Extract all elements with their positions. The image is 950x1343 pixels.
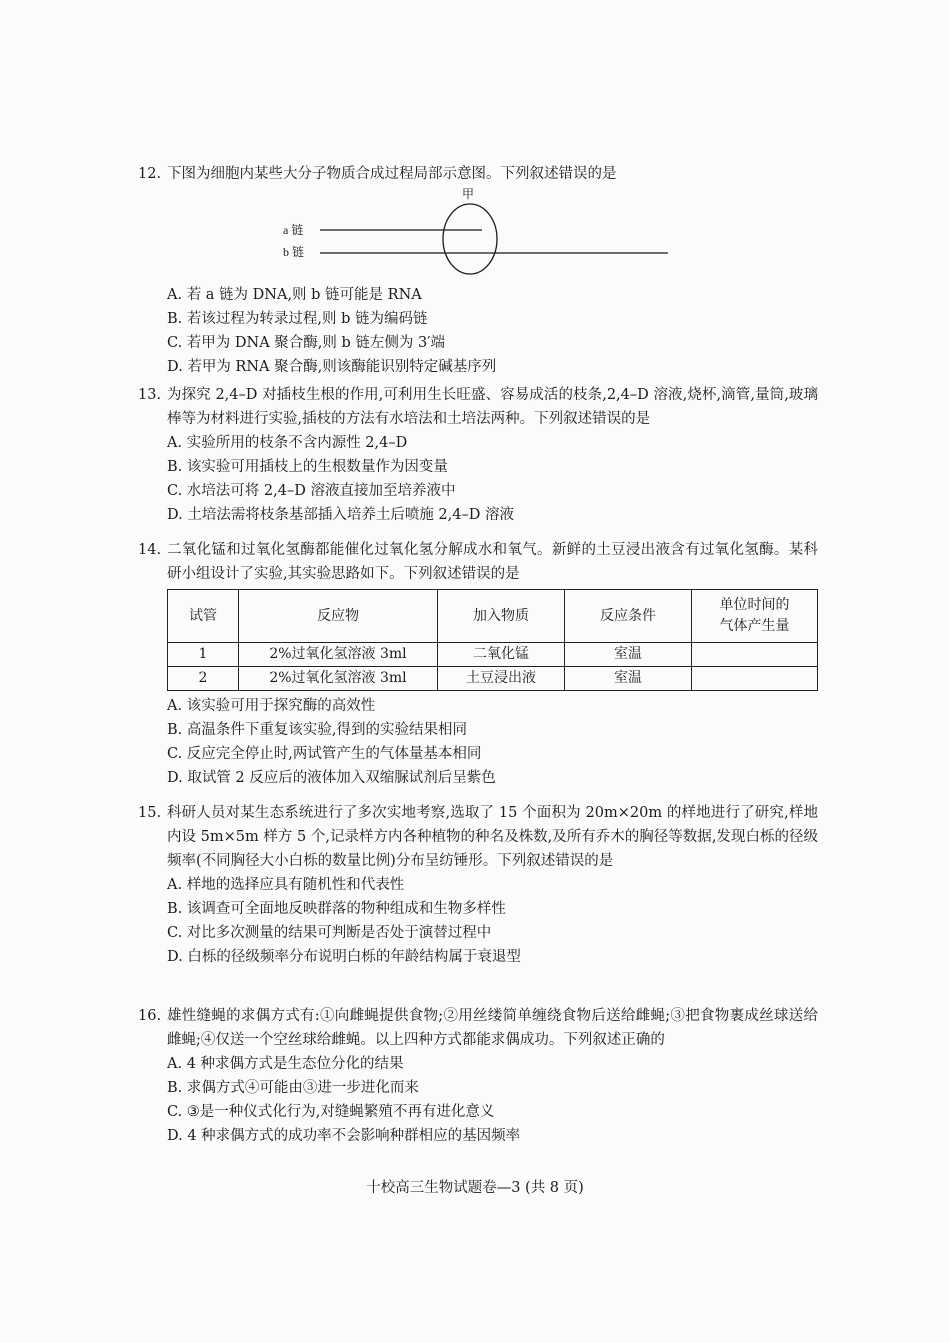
table-header: 单位时间的气体产生量: [692, 590, 818, 643]
option-d: D. 取试管 2 反应后的液体加入双缩脲试剂后呈紫色: [167, 770, 496, 786]
table-cell: 土豆浸出液: [438, 667, 565, 691]
question-14: [138, 538, 818, 790]
option-c: C. 水培法可将 2,4–D 溶液直接加至培养液中: [167, 483, 456, 499]
table-header-row: [168, 590, 818, 643]
question-number: 13.: [138, 387, 162, 403]
question-13: [138, 383, 818, 527]
question-number: 14.: [138, 542, 162, 558]
option-b: B. 若该过程为转录过程,则 b 链为编码链: [167, 311, 428, 327]
option-d: D. 4 种求偶方式的成功率不会影响种群相应的基因频率: [167, 1128, 521, 1144]
option-a: A. 该实验可用于探究酶的高效性: [167, 698, 376, 714]
option-b: B. 该调查可全面地反映群落的物种组成和生物多样性: [167, 901, 506, 917]
question-15-stem: [138, 801, 818, 873]
label-b-chain: b 链: [283, 245, 305, 259]
table-cell: 二氧化锰: [438, 643, 565, 667]
question-number: 12.: [138, 166, 162, 182]
option-c: C. 对比多次测量的结果可判断是否处于演替过程中: [167, 925, 492, 941]
table-cell: [692, 643, 818, 667]
table-cell: [692, 667, 818, 691]
option-b: B. 求偶方式④可能由③进一步进化而来: [167, 1080, 419, 1096]
table-header: 加入物质: [438, 590, 565, 643]
question-text: 下图为细胞内某些大分子物质合成过程局部示意图。下列叙述错误的是: [167, 166, 617, 182]
question-12: [138, 162, 818, 186]
question-text: 为探究 2,4–D 对插枝生根的作用,可利用生长旺盛、容易成活的枝条,2,4–D 溶液,烧杯,滴管,量筒,玻璃棒等为材料进行实验,插枝的方法有水培法和土培法两种。下列叙述错误的是: [167, 387, 818, 427]
question-number: 16.: [138, 1008, 162, 1024]
page-footer: 十校高三生物试题卷—3 (共 8 页): [366, 1180, 584, 1196]
question-12-stem: [138, 162, 818, 186]
table-header: 反应条件: [565, 590, 692, 643]
option-c: C. 若甲为 DNA 聚合酶,则 b 链左侧为 3′端: [167, 335, 446, 351]
label-a-chain: a 链: [283, 223, 304, 237]
option-c: C. 反应完全停止时,两试管产生的气体量基本相同: [167, 746, 482, 762]
synthesis-diagram: [280, 184, 680, 280]
question-15: [138, 801, 818, 969]
option-c: C. ③是一种仪式化行为,对缝蝇繁殖不再有进化意义: [167, 1104, 495, 1120]
question-12-options: [138, 283, 818, 379]
table-cell: 2%过氧化氢溶液 3ml: [239, 667, 438, 691]
question-16: [138, 1004, 818, 1148]
option-d: D. 白栎的径级频率分布说明白栎的年龄结构属于衰退型: [167, 949, 521, 965]
label-jia: 甲: [462, 187, 475, 201]
table-row: [168, 667, 818, 691]
table-cell: 2: [168, 667, 239, 691]
table-cell: 2%过氧化氢溶液 3ml: [239, 643, 438, 667]
option-b: B. 高温条件下重复该实验,得到的实验结果相同: [167, 722, 467, 738]
option-b: B. 该实验可用插枝上的生根数量作为因变量: [167, 459, 448, 475]
option-a: A. 样地的选择应具有随机性和代表性: [167, 877, 405, 893]
table-cell: 室温: [565, 667, 692, 691]
option-a: A. 若 a 链为 DNA,则 b 链可能是 RNA: [167, 287, 422, 303]
option-a: A. 4 种求偶方式是生态位分化的结果: [167, 1056, 404, 1072]
question-number: 15.: [138, 805, 162, 821]
question-14-stem: [138, 538, 818, 586]
table-header: 反应物: [239, 590, 438, 643]
option-d: D. 土培法需将枝条基部插入培养土后喷施 2,4–D 溶液: [167, 507, 514, 523]
question-16-stem: [138, 1004, 818, 1052]
option-d: D. 若甲为 RNA 聚合酶,则该酶能识别特定碱基序列: [167, 359, 497, 375]
enzyme-jia-ellipse: [443, 204, 497, 274]
table-cell: 室温: [565, 643, 692, 667]
question-text: 二氧化锰和过氧化氢酶都能催化过氧化氢分解成水和氧气。新鲜的土豆浸出液含有过氧化氢酶。某科研小组设计了实验,其实验思路如下。下列叙述错误的是: [167, 542, 818, 582]
table-row: [168, 643, 818, 667]
table-header: 试管: [168, 590, 239, 643]
question-text: 雄性缝蝇的求偶方式有:①向雌蝇提供食物;②用丝缕简单缠绕食物后送给雌蝇;③把食物裹成丝球送给雌蝇;④仅送一个空丝球给雌蝇。以上四种方式都能求偶成功。下列叙述正确的: [167, 1008, 818, 1048]
question-text: 科研人员对某生态系统进行了多次实地考察,选取了 15 个面积为 20m×20m 的样地进行了研究,样地内设 5m×5m 样方 5 个,记录样方内各种植物的种名及株数,及所有乔木的胸径等数据,发现白栎的径级频率(不同胸径大小白栎的数量比例)分布呈纺锤形。下列叙述错误的是: [167, 805, 818, 869]
question-13-stem: [138, 383, 818, 431]
experiment-table: [167, 589, 818, 691]
option-a: A. 实验所用的枝条不含内源性 2,4–D: [167, 435, 408, 451]
table-cell: 1: [168, 643, 239, 667]
